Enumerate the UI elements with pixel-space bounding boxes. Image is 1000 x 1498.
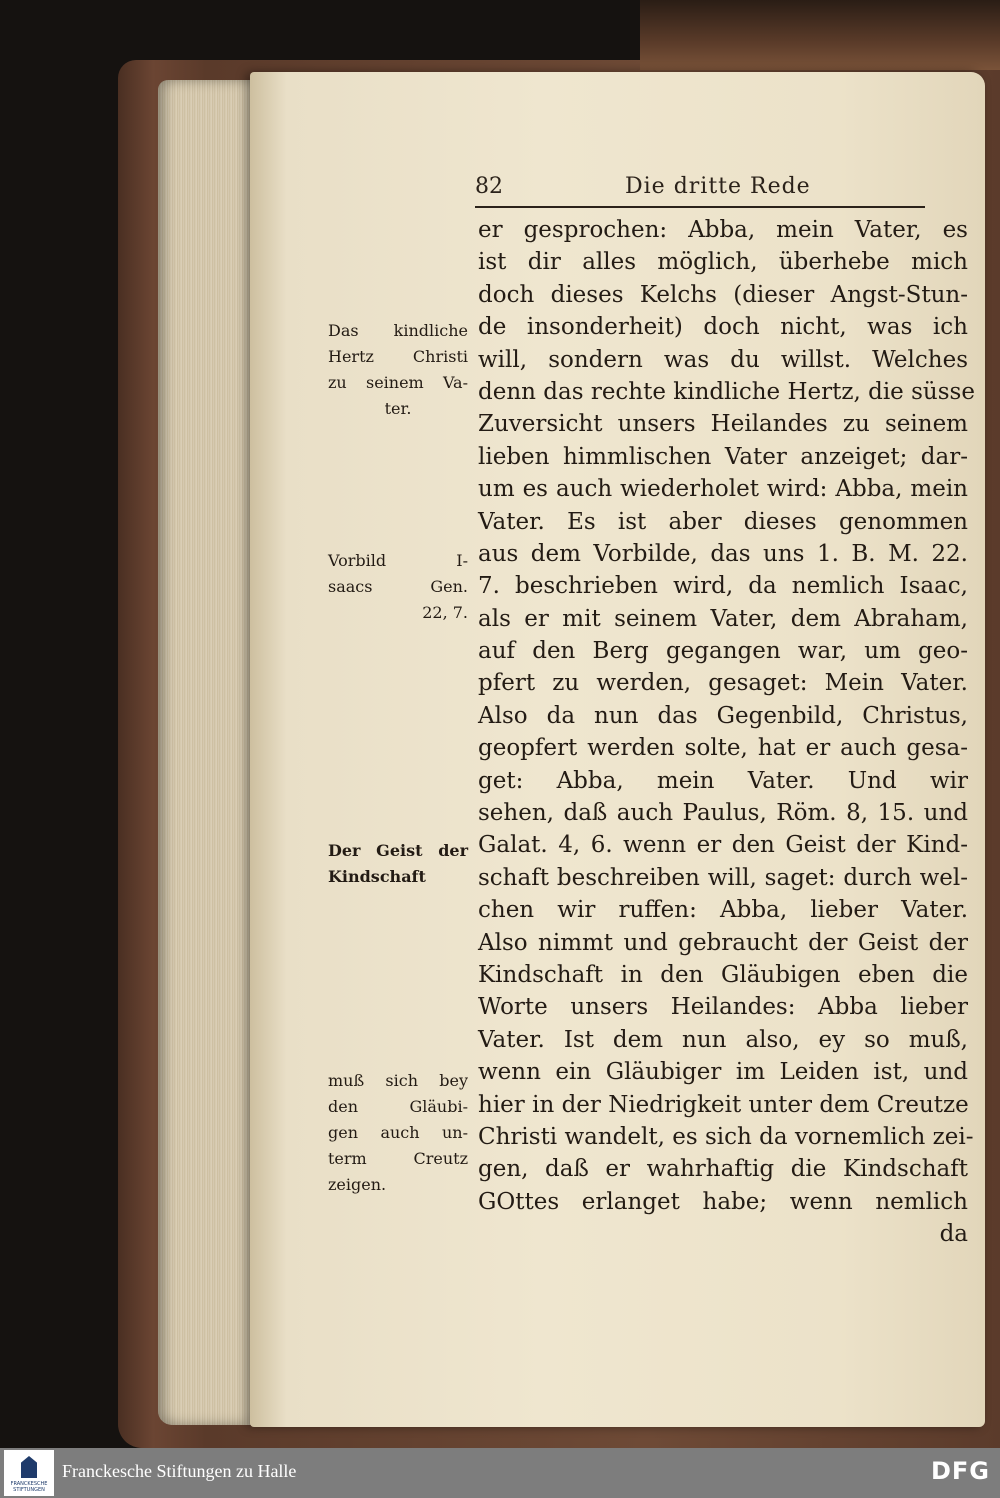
margin-note-line: zeigen. [328, 1175, 387, 1194]
text-line: aus dem Vorbilde, das uns 1. B. M. 22. [478, 540, 968, 567]
margin-note-line: Hertz Christi [328, 347, 468, 366]
margin-note-line: ter. [384, 399, 412, 418]
footer-bar [0, 1448, 1000, 1498]
margin-note-line: muß sich bey [328, 1071, 468, 1090]
margin-note-line: Kindschaft [328, 867, 426, 886]
running-head [475, 170, 925, 208]
text-line: ist dir alles möglich, überhebe mich [478, 249, 968, 276]
text-line: auf den Berg gegangen war, um geo- [478, 638, 968, 665]
book-cover-top [640, 0, 1000, 70]
margin-note-line: Das kindliche [328, 321, 468, 340]
text-line: Also nimmt und gebraucht der Geist der [478, 929, 968, 956]
margin-note-line: den Gläubi- [328, 1097, 468, 1116]
text-line: Zuversicht unsers Heilandes zu seinem [478, 411, 968, 438]
text-line: Kindschaft in den Gläubigen eben die [478, 961, 968, 988]
margin-note-line: term Creutz [328, 1149, 468, 1168]
page-number: 82 [475, 174, 503, 199]
text-line: wenn ein Gläubiger im Leiden ist, und [478, 1059, 968, 1086]
text-line: Vater. Ist dem nun also, ey so muß, [478, 1026, 968, 1053]
text-line: de insonderheit) doch nicht, was ich [478, 314, 968, 341]
margin-note-creutz [328, 1068, 468, 1198]
franckesche-logo[interactable] [4, 1450, 54, 1496]
margin-note-line: gen auch un- [328, 1123, 468, 1142]
text-line: sehen, daß auch Paulus, Röm. 8, 15. und [478, 800, 968, 827]
text-line: doch dieses Kelchs (dieser Angst-Stun- [478, 281, 968, 308]
margin-note-geist-kindschaft [328, 838, 468, 890]
text-line: gen, daß er wahrhaftig die Kindschaft [478, 1156, 968, 1183]
margin-note-line: saacs Gen. [328, 577, 468, 596]
text-line: Worte unsers Heilandes: Abba lieber [478, 994, 968, 1021]
text-line: Christi wandelt, es sich da vornemlich zei- [478, 1123, 974, 1150]
text-line: er gesprochen: Abba, mein Vater, es [478, 217, 968, 243]
text-line: schaft beschreiben will, saget: durch wel- [478, 864, 968, 891]
margin-note-line: zu seinem Va- [328, 373, 468, 392]
text-line: 7. beschrieben wird, da nemlich Isaac, [478, 573, 968, 600]
dfg-logo[interactable]: DFG [930, 1457, 990, 1485]
text-line: Vater. Es ist aber dieses genommen [478, 508, 968, 535]
text-line: will, sondern was du willst. Welches [478, 346, 968, 373]
text-line: um es auch wiederholet wird: Abba, mein [478, 476, 968, 503]
text-line: GOttes erlanget habe; wenn nemlich [478, 1188, 968, 1215]
text-line: als er mit seinem Vater, dem Abraham, [478, 605, 968, 632]
body-text [478, 214, 975, 1251]
text-line: hier in der Niedrigkeit unter dem Creutze [478, 1091, 969, 1118]
catchword: da [939, 1221, 968, 1248]
margin-note-kindliche-hertz [328, 318, 468, 422]
margin-note-line: Vorbild I- [328, 551, 468, 570]
text-line: chen wir ruffen: Abba, lieber Vater. [478, 897, 968, 924]
orphanage-icon [21, 1456, 37, 1478]
page-edges [158, 80, 258, 1425]
text-line: lieben himmlischen Vater anzeiget; dar- [478, 443, 968, 470]
margin-note-line: 22, 7. [422, 603, 468, 622]
text-line: geopfert werden solte, hat er auch gesa- [478, 735, 968, 762]
text-line: denn das rechte kindliche Hertz, die süsse [478, 378, 975, 405]
margin-note-vorbild-isaacs [328, 548, 468, 626]
text-line: Galat. 4, 6. wenn er den Geist der Kind- [478, 832, 968, 859]
text-line: get: Abba, mein Vater. Und wir [478, 767, 968, 794]
logo-caption: FRANCKESCHE STIFTUNGEN [10, 1481, 48, 1493]
text-line: pfert zu werden, gesaget: Mein Vater. [478, 670, 968, 697]
margin-note-line: Der Geist der [328, 841, 468, 860]
running-title: Die dritte Rede [625, 174, 811, 199]
text-line: Also da nun das Gegenbild, Christus, [478, 702, 968, 729]
institution-name[interactable]: Franckesche Stiftungen zu Halle [62, 1461, 297, 1481]
